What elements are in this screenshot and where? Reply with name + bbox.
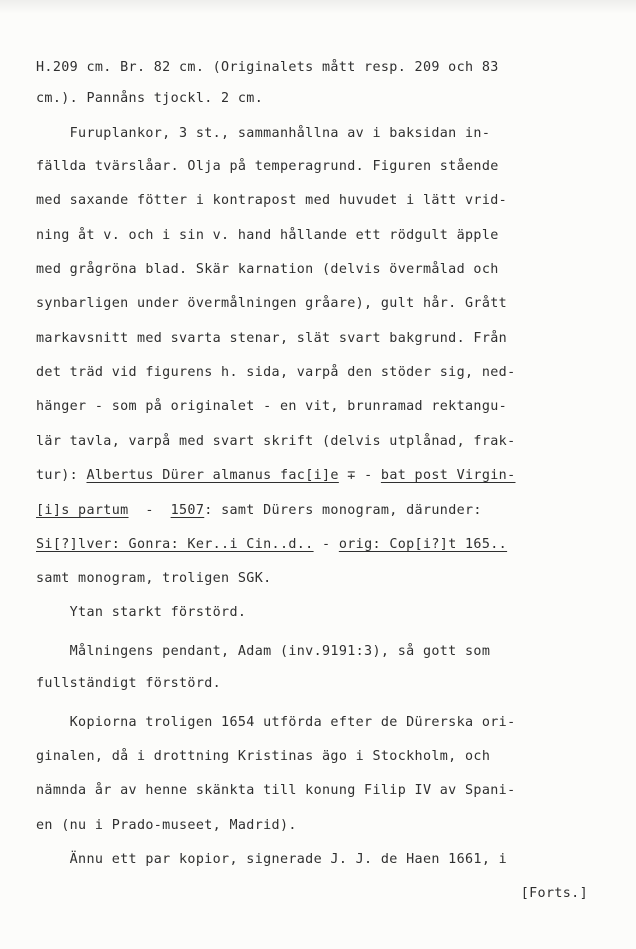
text-line-5: med saxande fötter i kontrapost med huvudet i lätt vrid- bbox=[36, 193, 508, 208]
text-line-18: Målningens pendant, Adam (inv.9191:3), så gott som bbox=[36, 644, 491, 659]
text-line-4: fällda tvärslåar. Olja på temperagrund. Figuren stående bbox=[36, 159, 499, 174]
text-line-21: ginalen, då i drottning Kristinas ägo i Stockholm, och bbox=[36, 749, 491, 764]
text-line-19: fullständigt förstörd. bbox=[36, 676, 222, 691]
inscription-underlined-1: Albertus Dürer almanus fac[i]e bbox=[86, 468, 339, 483]
inscription-underlined-2: bat post Virgin- bbox=[380, 468, 516, 483]
inscription-underlined-5: orig: Cop[i?]t 165.. bbox=[338, 537, 508, 552]
inscription-underlined-4: Si[?]lver: Gonra: Ker..i Cin..d.. bbox=[36, 537, 314, 552]
text-line-15 bbox=[36, 536, 507, 554]
text-line-22: nämnda år av henne skänkta till konung Filip IV av Spani- bbox=[36, 783, 516, 798]
text-line-16: samt monogram, troligen SGK. bbox=[36, 571, 272, 586]
line15-middle: - bbox=[313, 537, 339, 552]
text-line-17: Ytan starkt förstörd. bbox=[36, 605, 247, 620]
line13-prefix: tur): bbox=[36, 468, 87, 483]
line14-suffix: : samt Dürers monogram, därunder: bbox=[204, 503, 482, 518]
line14-middle: - bbox=[128, 503, 171, 518]
inscription-date: 1507 bbox=[170, 503, 205, 518]
text-line-7: med grågröna blad. Skär karnation (delvis övermålad och bbox=[36, 262, 499, 277]
text-line-23: en (nu i Prado-museet, Madrid). bbox=[36, 818, 297, 833]
text-line-2: cm.). Pannåns tjockl. 2 cm. bbox=[36, 91, 264, 106]
text-line-1: H.209 cm. Br. 82 cm. (Originalets mått resp. 209 och 83 bbox=[36, 60, 499, 75]
text-line-6: ning åt v. och i sin v. hand hållande ett rödgult äpple bbox=[36, 228, 499, 243]
text-line-14 bbox=[36, 502, 482, 520]
inscription-underlined-3: [i]s partum bbox=[36, 503, 129, 518]
text-line-12: lär tavla, varpå med svart skrift (delvis utplånad, frak- bbox=[36, 434, 516, 449]
text-line-20: Kopiorna troligen 1654 utförda efter de Dürerska ori- bbox=[36, 715, 516, 730]
text-line-3: Furuplankor, 3 st., sammanhållna av i baksidan in- bbox=[36, 126, 491, 141]
text-line-9: markavsnitt med svarta stenar, slät svart bakgrund. Från bbox=[36, 331, 508, 346]
text-line-24: Ännu ett par kopior, signerade J. J. de Haen 1661, i bbox=[36, 852, 508, 867]
line13-middle: ∓ - bbox=[338, 468, 381, 483]
page-edge-shadow bbox=[0, 0, 636, 14]
text-line-13 bbox=[36, 467, 516, 485]
text-line-11: hänger - som på originalet - en vit, brunramad rektangu- bbox=[36, 399, 508, 414]
text-line-10: det träd vid figurens h. sida, varpå den stöder sig, ned- bbox=[36, 365, 516, 380]
text-line-8: synbarligen under övermålningen gråare), gult hår. Grått bbox=[36, 296, 508, 311]
continuation-note: [Forts.] bbox=[520, 886, 588, 901]
